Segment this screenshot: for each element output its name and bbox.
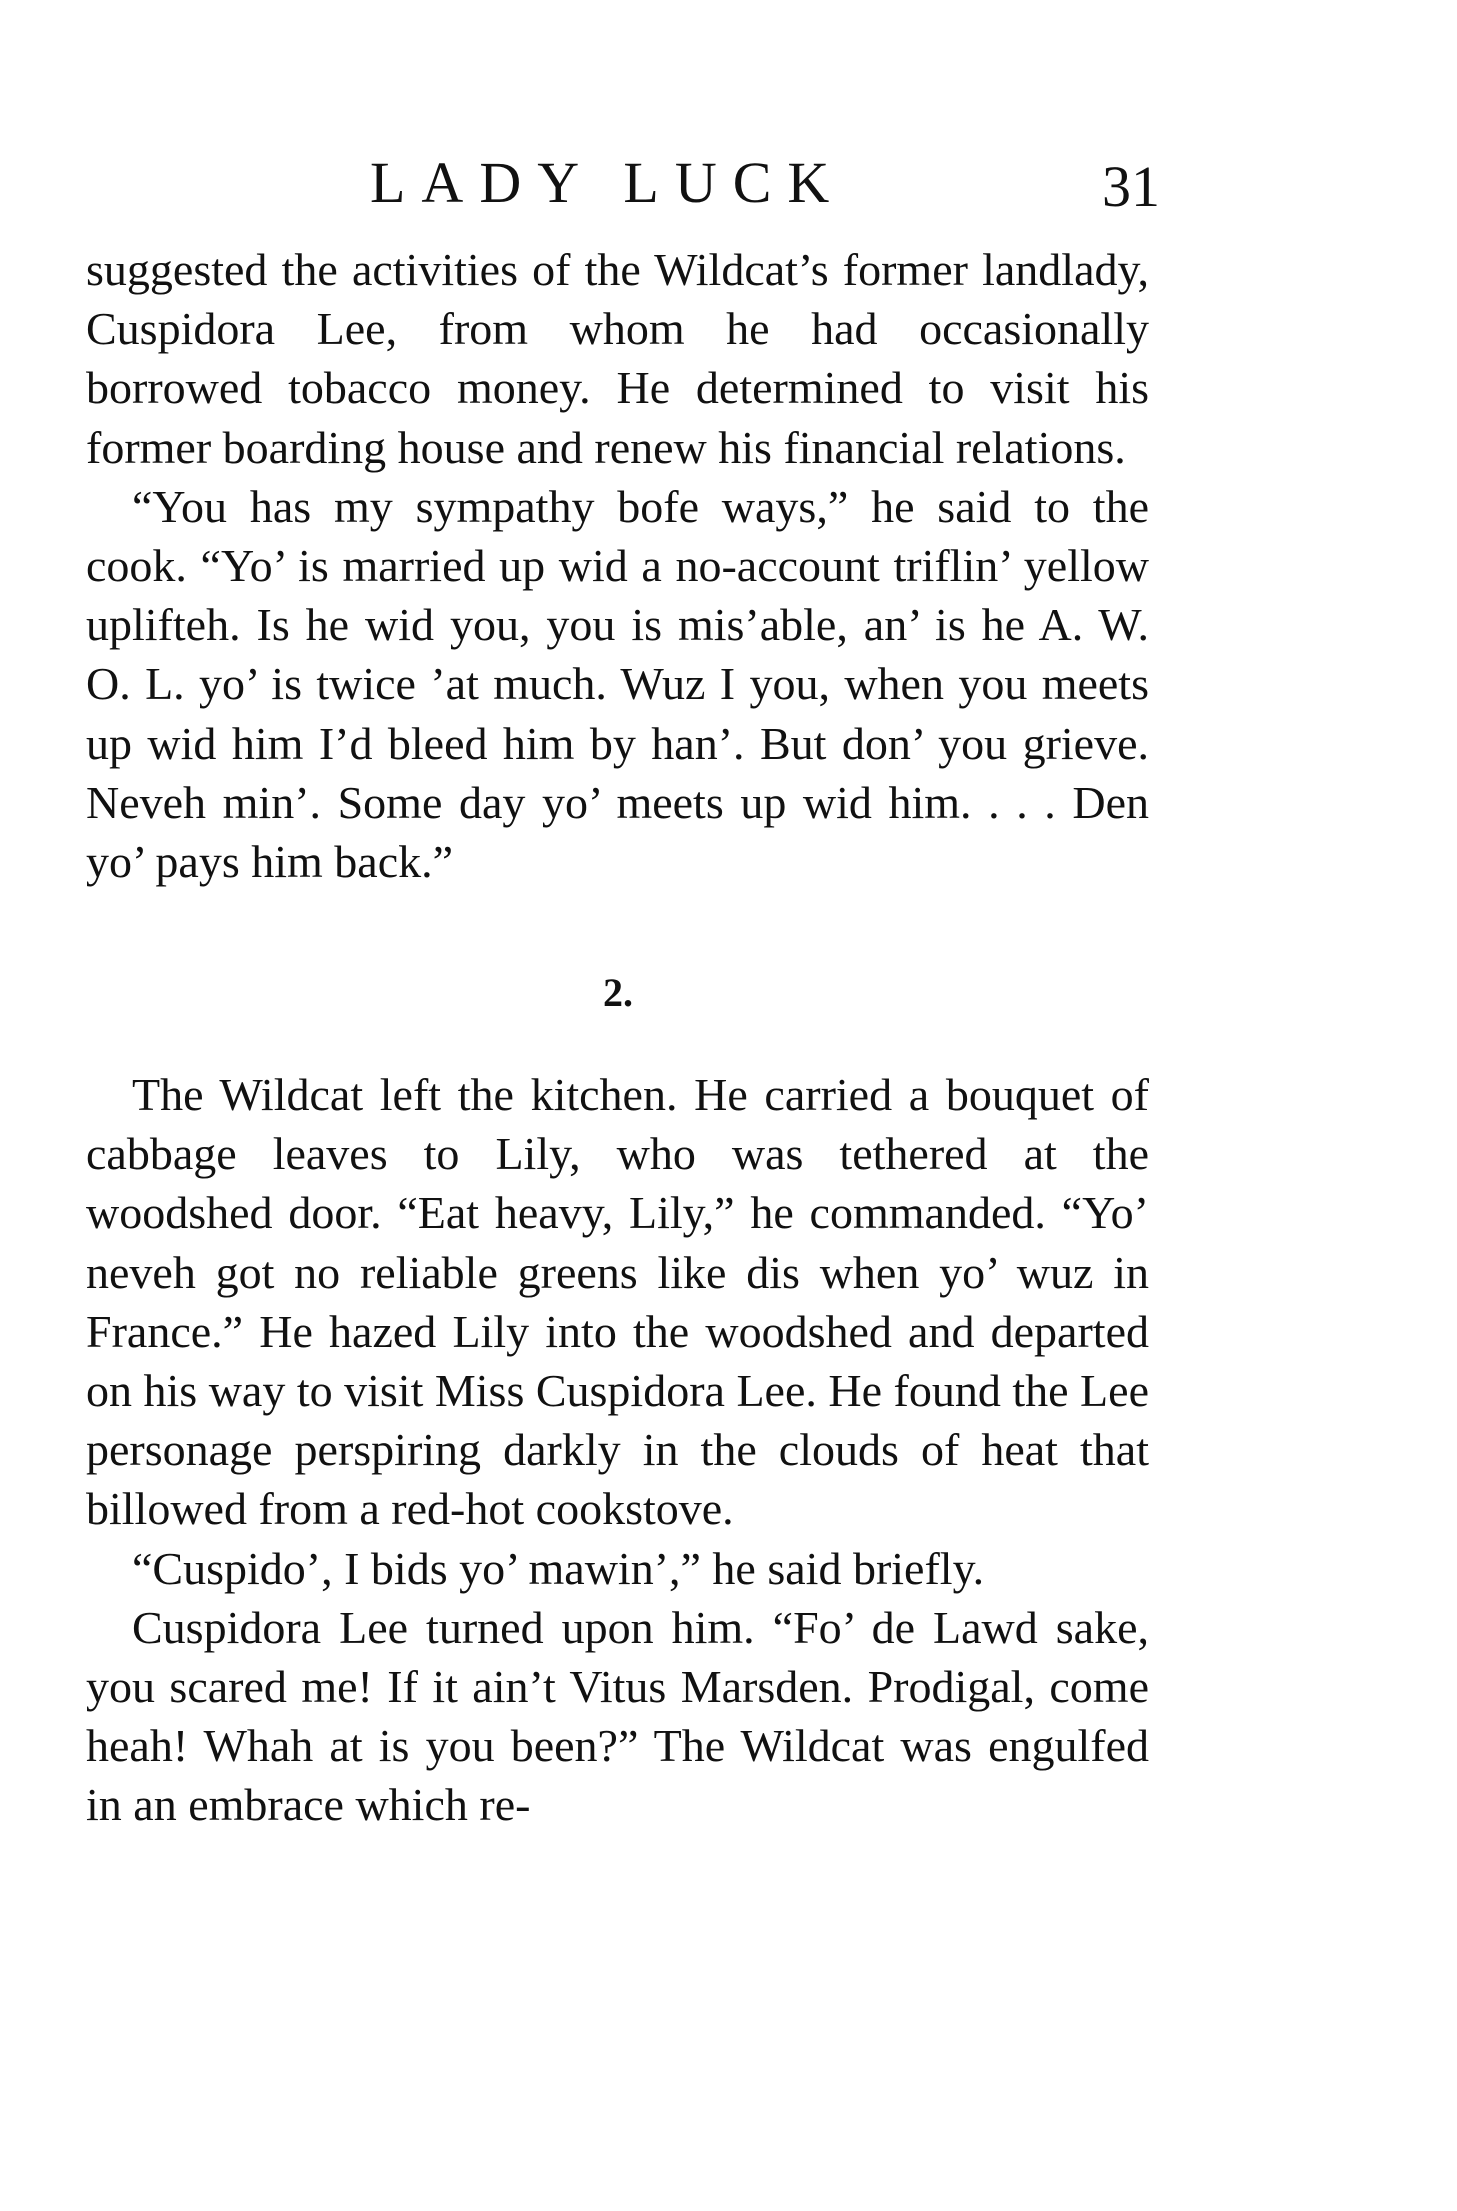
section-1-text: [86, 240, 1149, 891]
paragraph-kitchen: The Wildcat left the kitchen. He carried a bouquet of cabbage leaves to Lily, who was tethered at the woodshed door. “Eat heavy, Lily,” he commanded. “Yo’ neveh got no reliable greens like dis when yo’ wuz in France.” He hazed Lily into the woodshed and departed on his way to visit Miss Cuspidora Lee. He found the Lee personage perspiring darkly in the clouds of heat that billowed from a red-hot cookstove.: [86, 1069, 1149, 1535]
section-2-text: [86, 1065, 1149, 1835]
paragraph-cuspidora: Cuspidora Lee turned upon him. “Fo’ de Lawd sake, you scared me! If it ain’t Vitus Marsden. Prodigal, come heah! Whah at is you been?” The Wildcat was engulfed in an embrace which re-: [86, 1601, 1149, 1831]
page-header: [90, 148, 1160, 218]
running-title: LADY LUCK: [370, 150, 846, 215]
paragraph-continued: suggested the activities of the Wildcat’s former landlady, Cuspidora Lee, from whom he had occasionally borrowed tobacco money. He determined to visit his former boarding house and renew his financial relations.: [86, 244, 1149, 473]
page-number: 31: [1102, 154, 1160, 219]
section-number: 2.: [603, 970, 633, 1015]
paragraph-sympathy: “You has my sympathy bofe ways,” he said to the cook. “Yo’ is married up wid a no-account triflin’ yellow uplifteh. Is he wid you, you is mis’able, an’ is he A. W. O. L. yo’ is twice ’at much. Wuz I you, when you meets up wid him I’d bleed him by han’. But don’ you grieve. Neveh min’. Some day yo’ meets up wid him. . . . Den yo’ pays him back.”: [86, 480, 1149, 888]
paragraph-greeting: “Cuspido’, I bids yo’ mawin’,” he said briefly.: [132, 1542, 985, 1594]
